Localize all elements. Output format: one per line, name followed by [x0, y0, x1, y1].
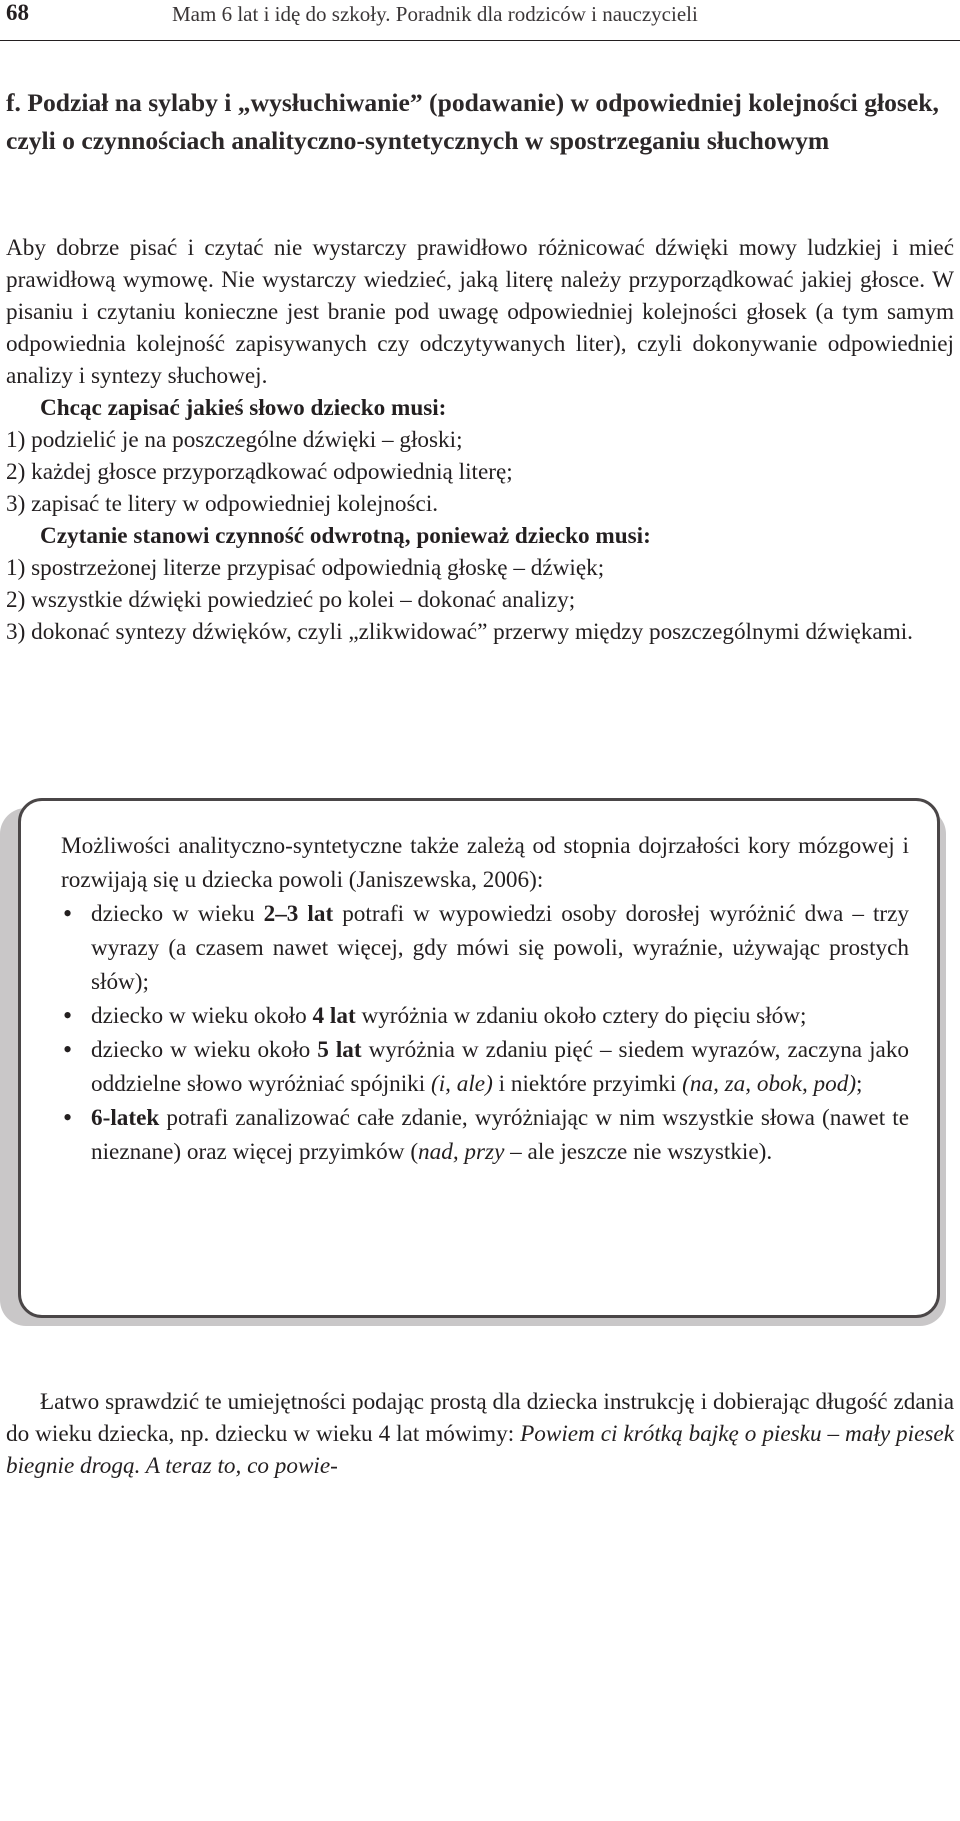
reading-steps-list: [6, 552, 954, 648]
preposition-examples: (na, za, obok, pod): [682, 1071, 857, 1097]
list-item: 3) dokonać syntezy dźwięków, czyli „zlikwidować” przerwy między poszczególnymi dźwiękami.: [6, 619, 913, 645]
age-highlight: 4 lat: [312, 1003, 356, 1029]
closing-text: Łatwo sprawdzić te umiejętności podając prostą dla dziecka instrukcję i dobierając długość zdania do wieku dziecka, np. dziecku w wieku 4 lat mówimy:: [6, 1389, 954, 1447]
info-box-content: [61, 829, 909, 1169]
preposition-examples: nad, przy: [418, 1139, 505, 1165]
list-item: [61, 999, 909, 1033]
list-item: [61, 1101, 909, 1169]
writing-steps-list: [6, 424, 954, 520]
list-item: [61, 1033, 909, 1101]
list-item: 1) podzielić je na poszczególne dźwięki – głoski;: [6, 427, 463, 453]
closing-paragraph: [6, 1386, 954, 1482]
bullet-text: wyróżnia w zdaniu pięć – siedem wyrazów, zaczyna jako oddzielne słowo wyróżniać spójniki: [91, 1037, 910, 1097]
bullet-text: dziecko w wieku około: [91, 1037, 318, 1063]
bullet-text: i niektóre przyimki: [492, 1071, 683, 1097]
bullet-icon: •: [63, 1103, 73, 1132]
age-highlight: 5 lat: [317, 1037, 362, 1063]
intro-block: [6, 232, 954, 648]
development-bullet-list: [61, 897, 909, 1169]
list-item: 3) zapisać te litery w odpowiedniej kolejności.: [6, 491, 439, 517]
bullet-text: dziecko w wieku około: [91, 1003, 313, 1029]
bullet-text: – ale jeszcze nie wszystkie).: [504, 1139, 773, 1165]
list-item: [61, 897, 909, 999]
book-title: Mam 6 lat i idę do szkoły. Poradnik dla rodziców i nauczycieli: [172, 2, 698, 26]
example-sentence: Powiem ci krótką bajkę o piesku – mały piesek biegnie drogą. A teraz to, co powie-: [6, 1421, 954, 1479]
list-item: 2) każdej głosce przyporządkować odpowiednią literę;: [6, 459, 513, 485]
intro-paragraph: Aby dobrze pisać i czytać nie wystarczy prawidłowo różnicować dźwięki mowy ludzkiej i mieć prawidłową wymowę. Nie wystarczy wiedzieć, jaką literę należy przyporządkować jakiej głosce. W pisaniu i czytaniu konieczne jest branie pod uwagę odpowiedniej kolejności głosek (a tym samym odpowiednia kolejność zapisywanych czy odczytywanych liter), czyli dokonywanie odpowiedniej analizy i syntezy słuchowej.: [6, 235, 954, 389]
age-highlight: 6-latek: [91, 1105, 160, 1131]
bullet-icon: •: [63, 899, 73, 928]
bullet-text: wyróżnia w zdaniu około cztery do pięciu słów;: [355, 1003, 807, 1029]
bullet-text: potrafi zanalizować całe zdanie, wyróżniając w nim wszystkie słowa (nawet te nieznane) oraz więcej przyimków (: [91, 1105, 909, 1165]
bullet-text: ;: [856, 1071, 863, 1097]
bullet-text: potrafi w wypowiedzi osoby dorosłej wyróżnić dwa – trzy wyrazy (a czasem nawet więcej, gdy mówi się powoli, wyraźnie, używając prostych słów);: [91, 901, 909, 995]
list-item: 2) wszystkie dźwięki powiedzieć po kolei – dokonać analizy;: [6, 587, 576, 613]
reading-lead: Czytanie stanowi czynność odwrotną, ponieważ dziecko musi:: [40, 523, 651, 549]
info-box: [18, 798, 940, 1318]
section-heading: f. Podział na sylaby i „wysłuchiwanie” (podawanie) w odpowiedniej kolejności głosek, czyli o czynnościach analityczno-syntetycznych w spostrzeganiu słuchowym: [6, 88, 939, 155]
info-box-intro: Możliwości analityczno-syntetyczne także zależą od stopnia dojrzałości kory mózgowej i rozwijają się u dziecka powoli (Janiszewska, 2006):: [61, 833, 909, 893]
conjunction-examples: (i, ale): [431, 1071, 493, 1097]
bullet-icon: •: [63, 1001, 73, 1030]
list-item: 1) spostrzeżonej literze przypisać odpowiednią głoskę – dźwięk;: [6, 555, 605, 581]
page-number: 68: [6, 0, 29, 25]
bullet-icon: •: [63, 1035, 73, 1064]
running-head: [0, 0, 960, 41]
writing-lead: Chcąc zapisać jakieś słowo dziecko musi:: [40, 395, 447, 421]
age-highlight: 2–3 lat: [263, 901, 334, 927]
bullet-text: dziecko w wieku: [91, 901, 264, 927]
